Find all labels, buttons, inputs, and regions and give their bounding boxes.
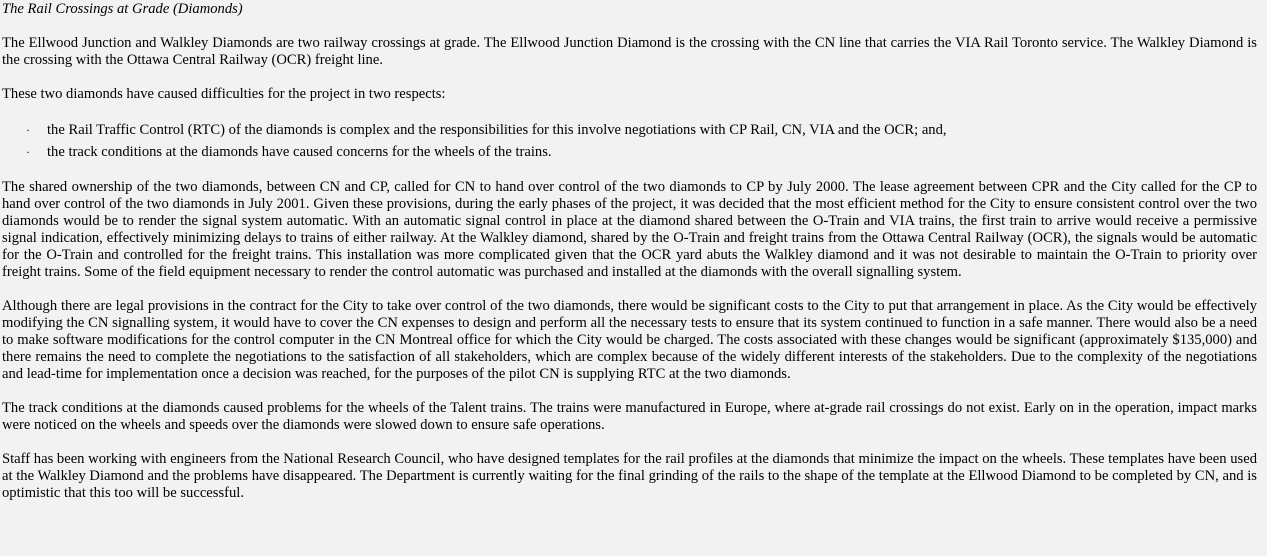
list-item-text: the Rail Traffic Control (RTC) of the diamonds is complex and the responsibilities for this involve negotiations with CP Rail, CN, VIA and the OCR; and, (47, 122, 947, 138)
paragraph-legal-provisions: Although there are legal provisions in the contract for the City to take over control of the two diamonds, there would be significant costs to the City to put that arrangement in place. As the City would be effectively modifying the CN signalling system, it would have to cover the CN expenses to design and perform all the necessary tests to ensure that its system continued to function in a safe manner. There would also be a need to make software modifications for the control computer in the CN Montreal office for which the City would be charged. The costs associated with these changes would be significant (approximately $135,000) and there remains the need to complete the negotiations to the satisfaction of all stakeholders, which are complex because of the widely different interests of the stakeholders. Due to the complexity of the negotiations and lead-time for implementation once a decision was reached, for the purposes of the pilot CN is supplying RTC at the two diamonds. (2, 298, 1257, 382)
paragraph-intro: The Ellwood Junction and Walkley Diamonds are two railway crossings at grade. The Ellwood Junction Diamond is the crossing with the CN line that carries the VIA Rail Toronto service. The Walkley Diamond is the crossing with the Ottawa Central Railway (OCR) freight line. (2, 35, 1257, 68)
list-item-text: the track conditions at the diamonds have caused concerns for the wheels of the trains. (47, 144, 552, 160)
section-heading: The Rail Crossings at Grade (Diamonds) (2, 1, 243, 17)
list-item (2, 122, 1257, 144)
paragraph-difficulties: These two diamonds have caused difficulties for the project in two respects: (2, 86, 446, 102)
paragraph-track-conditions: The track conditions at the diamonds caused problems for the wheels of the Talent trains. The trains were manufactured in Europe, where at-grade rail crossings do not exist. Early on in the operation, impact marks were noticed on the wheels and speeds over the diamonds were slowed down to ensure safe operations. (2, 400, 1257, 433)
paragraph-shared-ownership: The shared ownership of the two diamonds, between CN and CP, called for CN to hand over control of the two diamonds to CP by July 2000. The lease agreement between CPR and the City called for the CP to hand over control of the two diamonds in July 2001. Given these provisions, during the early phases of the project, it was decided that the most efficient method for the City to ensure consistent control over the two diamonds would be to render the signal system automatic. With an automatic signal control in place at the diamond shared between the O-Train and VIA trains, the first train to arrive would receive a permissive signal indication, effectively minimizing delays to trains of either railway. At the Walkley diamond, shared by the O-Train and freight trains from the Ottawa Central Railway (OCR), the signals would be automatic for the O-Train and controlled for the freight trains. This installation was more complicated given that the OCR yard abuts the Walkley diamond and it was not desirable to maintain the O-Train to priority over freight trains. Some of the field equipment necessary to render the control automatic was purchased and installed at the diamonds with the overall signalling system. (2, 179, 1257, 280)
bullet-marker: · (26, 123, 30, 137)
difficulties-list (2, 122, 1257, 166)
paragraph-nrc-templates: Staff has been working with engineers from the National Research Council, who have designed templates for the rail profiles at the diamonds that minimize the impact on the wheels. These templates have been used at the Walkley Diamond and the problems have disappeared. The Department is currently waiting for the final grinding of the rails to the shape of the template at the Ellwood Diamond to be completed by CN, and is optimistic that this too will be successful. (2, 451, 1257, 501)
bullet-marker: · (26, 145, 30, 159)
list-item (2, 144, 1257, 166)
